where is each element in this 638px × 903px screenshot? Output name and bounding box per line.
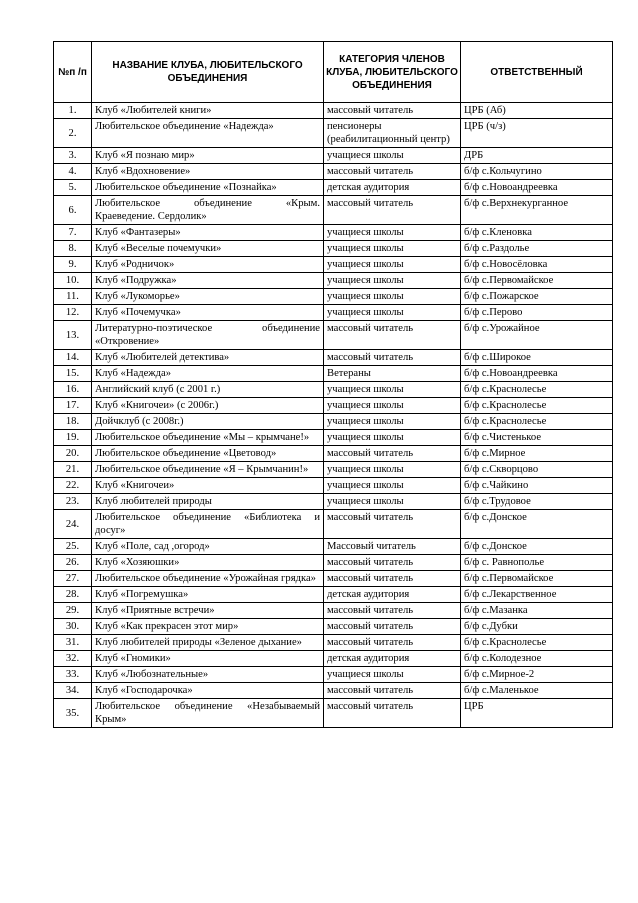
responsible-cell: б/ф с.Мирное: [461, 446, 613, 462]
club-name-cell: Клуб «Вдохновение»: [92, 164, 324, 180]
club-name-cell: Клуб «Я познаю мир»: [92, 148, 324, 164]
club-name-cell: Клуб «Веселые почемучки»: [92, 241, 324, 257]
table-row: [54, 683, 613, 699]
row-number-cell: 13.: [54, 321, 92, 350]
row-number-cell: 26.: [54, 555, 92, 571]
responsible-cell: б/ф с.Краснолесье: [461, 414, 613, 430]
table-row: [54, 164, 613, 180]
club-name-cell: Клуб «Книгочеи» (с 2006г.): [92, 398, 324, 414]
member-category-cell: массовый читатель: [324, 699, 461, 728]
header-member-category: КАТЕГОРИЯ ЧЛЕНОВ КЛУБА, ЛЮБИТЕЛЬСКОГО ОБЪЕДИНЕНИЯ: [324, 42, 461, 103]
table-row: [54, 119, 613, 148]
member-category-cell: учащиеся школы: [324, 478, 461, 494]
row-number-cell: 25.: [54, 539, 92, 555]
club-name-cell: Клуб «Погремушка»: [92, 587, 324, 603]
club-name-cell: Клуб «Господарочка»: [92, 683, 324, 699]
row-number-cell: 23.: [54, 494, 92, 510]
table-row: [54, 446, 613, 462]
row-number-cell: 2.: [54, 119, 92, 148]
row-number-cell: 10.: [54, 273, 92, 289]
table-row: [54, 699, 613, 728]
row-number-cell: 11.: [54, 289, 92, 305]
club-name-cell: Клуб «Как прекрасен этот мир»: [92, 619, 324, 635]
member-category-cell: детская аудитория: [324, 651, 461, 667]
table-row: [54, 414, 613, 430]
table-row: [54, 430, 613, 446]
responsible-cell: б/ф с.Скворцово: [461, 462, 613, 478]
row-number-cell: 18.: [54, 414, 92, 430]
row-number-cell: 29.: [54, 603, 92, 619]
responsible-cell: б/ф с.Чайкино: [461, 478, 613, 494]
club-name-cell: Любительское объединение «Урожайная грядка»: [92, 571, 324, 587]
club-name-cell: Клуб любителей природы: [92, 494, 324, 510]
club-name-cell: Любительское объединение «Библиотека и досуг»: [92, 510, 324, 539]
member-category-cell: Ветераны: [324, 366, 461, 382]
club-name-cell: Клуб «Книгочеи»: [92, 478, 324, 494]
responsible-cell: б/ф с.Новоандреевка: [461, 366, 613, 382]
member-category-cell: массовый читатель: [324, 571, 461, 587]
row-number-cell: 9.: [54, 257, 92, 273]
responsible-cell: б/ф с.Кольчугино: [461, 164, 613, 180]
member-category-cell: массовый читатель: [324, 683, 461, 699]
club-name-cell: Любительское объединение «Надежда»: [92, 119, 324, 148]
table-row: [54, 350, 613, 366]
member-category-cell: массовый читатель: [324, 196, 461, 225]
table-row: [54, 398, 613, 414]
table-row: [54, 225, 613, 241]
responsible-cell: б/ф с. Равнополье: [461, 555, 613, 571]
row-number-cell: 33.: [54, 667, 92, 683]
responsible-cell: ЦРБ (ч/з): [461, 119, 613, 148]
member-category-cell: учащиеся школы: [324, 273, 461, 289]
header-club-name: НАЗВАНИЕ КЛУБА, ЛЮБИТЕЛЬСКОГО ОБЪЕДИНЕНИЯ: [92, 42, 324, 103]
row-number-cell: 17.: [54, 398, 92, 414]
table-row: [54, 321, 613, 350]
member-category-cell: учащиеся школы: [324, 398, 461, 414]
club-name-cell: Клуб «Любителей детектива»: [92, 350, 324, 366]
responsible-cell: ЦРБ (Аб): [461, 103, 613, 119]
club-name-cell: Клуб «Почемучка»: [92, 305, 324, 321]
member-category-cell: учащиеся школы: [324, 430, 461, 446]
table-header-row: [54, 42, 613, 103]
table-row: [54, 667, 613, 683]
table-row: [54, 462, 613, 478]
row-number-cell: 14.: [54, 350, 92, 366]
club-name-cell: Клуб «Приятные встречи»: [92, 603, 324, 619]
member-category-cell: учащиеся школы: [324, 225, 461, 241]
row-number-cell: 24.: [54, 510, 92, 539]
club-name-cell: Клуб любителей природы «Зеленое дыхание»: [92, 635, 324, 651]
table-row: [54, 510, 613, 539]
responsible-cell: ЦРБ: [461, 699, 613, 728]
table-row: [54, 382, 613, 398]
club-name-cell: Любительское объединение «Незабываемый Крым»: [92, 699, 324, 728]
member-category-cell: учащиеся школы: [324, 414, 461, 430]
table-row: [54, 148, 613, 164]
row-number-cell: 30.: [54, 619, 92, 635]
club-name-cell: Клуб «Лукоморье»: [92, 289, 324, 305]
club-name-cell: Клуб «Фантазеры»: [92, 225, 324, 241]
table-row: [54, 180, 613, 196]
responsible-cell: б/ф с.Дубки: [461, 619, 613, 635]
row-number-cell: 3.: [54, 148, 92, 164]
row-number-cell: 7.: [54, 225, 92, 241]
member-category-cell: массовый читатель: [324, 164, 461, 180]
club-name-cell: Клуб «Родничок»: [92, 257, 324, 273]
member-category-cell: массовый читатель: [324, 103, 461, 119]
responsible-cell: б/ф с.Широкое: [461, 350, 613, 366]
member-category-cell: учащиеся школы: [324, 382, 461, 398]
row-number-cell: 5.: [54, 180, 92, 196]
responsible-cell: б/ф с.Чистенькое: [461, 430, 613, 446]
member-category-cell: учащиеся школы: [324, 148, 461, 164]
club-name-cell: Клуб «Гномики»: [92, 651, 324, 667]
club-name-cell: Английский клуб (с 2001 г.): [92, 382, 324, 398]
responsible-cell: б/ф с.Донское: [461, 510, 613, 539]
member-category-cell: учащиеся школы: [324, 462, 461, 478]
responsible-cell: б/ф с.Раздолье: [461, 241, 613, 257]
club-name-cell: Дойчклуб (с 2008г.): [92, 414, 324, 430]
member-category-cell: массовый читатель: [324, 603, 461, 619]
row-number-cell: 19.: [54, 430, 92, 446]
responsible-cell: б/ф с.Краснолесье: [461, 635, 613, 651]
table-row: [54, 635, 613, 651]
row-number-cell: 32.: [54, 651, 92, 667]
member-category-cell: массовый читатель: [324, 635, 461, 651]
table-row: [54, 289, 613, 305]
member-category-cell: учащиеся школы: [324, 289, 461, 305]
row-number-cell: 4.: [54, 164, 92, 180]
table-row: [54, 571, 613, 587]
table-body: [54, 103, 613, 728]
responsible-cell: б/ф с.Мирное-2: [461, 667, 613, 683]
header-responsible: ОТВЕТСТВЕННЫЙ: [461, 42, 613, 103]
club-name-cell: Клуб «Подружка»: [92, 273, 324, 289]
responsible-cell: б/ф с.Пожарское: [461, 289, 613, 305]
row-number-cell: 31.: [54, 635, 92, 651]
responsible-cell: б/ф с.Урожайное: [461, 321, 613, 350]
table-row: [54, 366, 613, 382]
row-number-cell: 34.: [54, 683, 92, 699]
row-number-cell: 27.: [54, 571, 92, 587]
club-name-cell: Клуб «Хозяюшки»: [92, 555, 324, 571]
responsible-cell: б/ф с.Колодезное: [461, 651, 613, 667]
responsible-cell: б/ф с.Новоандреевка: [461, 180, 613, 196]
table-row: [54, 103, 613, 119]
member-category-cell: массовый читатель: [324, 619, 461, 635]
club-name-cell: Клуб «Надежда»: [92, 366, 324, 382]
member-category-cell: Массовый читатель: [324, 539, 461, 555]
responsible-cell: б/ф с.Кленовка: [461, 225, 613, 241]
member-category-cell: учащиеся школы: [324, 241, 461, 257]
table-row: [54, 539, 613, 555]
table-row: [54, 196, 613, 225]
member-category-cell: учащиеся школы: [324, 305, 461, 321]
member-category-cell: массовый читатель: [324, 321, 461, 350]
clubs-table: [53, 41, 613, 728]
responsible-cell: б/ф с.Краснолесье: [461, 382, 613, 398]
row-number-cell: 1.: [54, 103, 92, 119]
member-category-cell: массовый читатель: [324, 446, 461, 462]
club-name-cell: Клуб «Любознательные»: [92, 667, 324, 683]
table-row: [54, 305, 613, 321]
responsible-cell: б/ф с.Верхнекурганное: [461, 196, 613, 225]
header-number: №п /п: [54, 42, 92, 103]
member-category-cell: учащиеся школы: [324, 667, 461, 683]
table-row: [54, 257, 613, 273]
club-name-cell: Любительское объединение «Мы – крымчане!»: [92, 430, 324, 446]
club-name-cell: Клуб «Любителей книги»: [92, 103, 324, 119]
member-category-cell: массовый читатель: [324, 350, 461, 366]
row-number-cell: 21.: [54, 462, 92, 478]
table-row: [54, 619, 613, 635]
member-category-cell: учащиеся школы: [324, 257, 461, 273]
club-name-cell: Любительское объединение «Цветовод»: [92, 446, 324, 462]
member-category-cell: детская аудитория: [324, 180, 461, 196]
club-name-cell: Любительское объединение «Познайка»: [92, 180, 324, 196]
responsible-cell: б/ф с.Краснолесье: [461, 398, 613, 414]
responsible-cell: б/ф с.Первомайское: [461, 571, 613, 587]
document-page: [53, 41, 612, 728]
club-name-cell: Литературно-поэтическое объединение «Откровение»: [92, 321, 324, 350]
responsible-cell: б/ф с.Донское: [461, 539, 613, 555]
table-row: [54, 494, 613, 510]
table-row: [54, 603, 613, 619]
row-number-cell: 22.: [54, 478, 92, 494]
table-row: [54, 651, 613, 667]
row-number-cell: 16.: [54, 382, 92, 398]
club-name-cell: Любительское объединение «Крым. Краеведение. Сердолик»: [92, 196, 324, 225]
member-category-cell: массовый читатель: [324, 510, 461, 539]
row-number-cell: 20.: [54, 446, 92, 462]
table-row: [54, 478, 613, 494]
club-name-cell: Любительское объединение «Я – Крымчанин!»: [92, 462, 324, 478]
row-number-cell: 8.: [54, 241, 92, 257]
table-row: [54, 273, 613, 289]
responsible-cell: б/ф с.Перово: [461, 305, 613, 321]
row-number-cell: 12.: [54, 305, 92, 321]
member-category-cell: массовый читатель: [324, 555, 461, 571]
responsible-cell: б/ф с.Новосёловка: [461, 257, 613, 273]
row-number-cell: 35.: [54, 699, 92, 728]
responsible-cell: б/ф с.Первомайское: [461, 273, 613, 289]
row-number-cell: 6.: [54, 196, 92, 225]
responsible-cell: б/ф с.Трудовое: [461, 494, 613, 510]
member-category-cell: детская аудитория: [324, 587, 461, 603]
responsible-cell: б/ф с.Маленькое: [461, 683, 613, 699]
club-name-cell: Клуб «Поле, сад ,огород»: [92, 539, 324, 555]
responsible-cell: ДРБ: [461, 148, 613, 164]
responsible-cell: б/ф с.Мазанка: [461, 603, 613, 619]
table-row: [54, 241, 613, 257]
responsible-cell: б/ф с.Лекарственное: [461, 587, 613, 603]
row-number-cell: 15.: [54, 366, 92, 382]
table-row: [54, 587, 613, 603]
member-category-cell: учащиеся школы: [324, 494, 461, 510]
member-category-cell: пенсионеры (реабилитационный центр): [324, 119, 461, 148]
table-row: [54, 555, 613, 571]
row-number-cell: 28.: [54, 587, 92, 603]
